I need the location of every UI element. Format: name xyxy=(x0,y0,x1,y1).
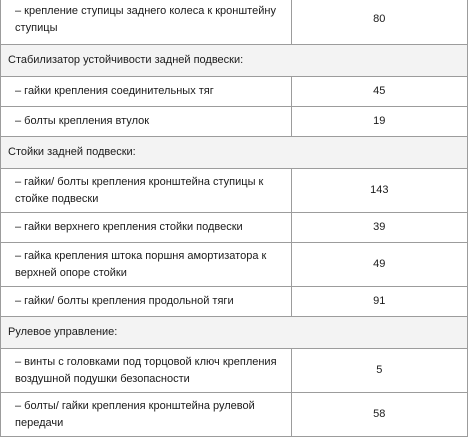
table-row xyxy=(1,243,468,287)
section-row xyxy=(1,317,468,349)
section-heading: Стабилизатор устойчивости задней подвески: xyxy=(1,45,468,77)
table-row xyxy=(1,169,468,213)
row-description: – гайки/ болты крепления кронштейна ступицы к стойке подвески xyxy=(1,169,292,213)
table-row xyxy=(1,0,468,45)
section-heading: Рулевое управление: xyxy=(1,317,468,349)
row-value: 45 xyxy=(291,77,467,107)
row-value: 19 xyxy=(291,107,467,137)
table-row xyxy=(1,107,468,137)
row-value: 5 xyxy=(291,349,467,393)
row-value: 49 xyxy=(291,243,467,287)
row-description: – гайки/ болты крепления продольной тяги xyxy=(1,287,292,317)
row-description: – болты крепления втулок xyxy=(1,107,292,137)
section-row xyxy=(1,45,468,77)
table-row xyxy=(1,349,468,393)
row-value: 91 xyxy=(291,287,467,317)
table-row xyxy=(1,213,468,243)
row-value: 58 xyxy=(291,393,467,437)
row-description: – гайки верхнего крепления стойки подвески xyxy=(1,213,292,243)
table-row xyxy=(1,287,468,317)
row-value: 143 xyxy=(291,169,467,213)
row-description: – гайки крепления соединительных тяг xyxy=(1,77,292,107)
row-description: – крепление ступицы заднего колеса к кронштейну ступицы xyxy=(1,0,292,45)
table-row xyxy=(1,77,468,107)
row-description: – болты/ гайки крепления кронштейна рулевой передачи xyxy=(1,393,292,437)
section-heading: Стойки задней подвески: xyxy=(1,137,468,169)
section-row xyxy=(1,137,468,169)
row-description: – винты с головками под торцовой ключ крепления воздушной подушки безопасности xyxy=(1,349,292,393)
table-row xyxy=(1,393,468,437)
row-description: – гайка крепления штока поршня амортизатора к верхней опоре стойки xyxy=(1,243,292,287)
row-value: 80 xyxy=(291,0,467,45)
row-value: 39 xyxy=(291,213,467,243)
